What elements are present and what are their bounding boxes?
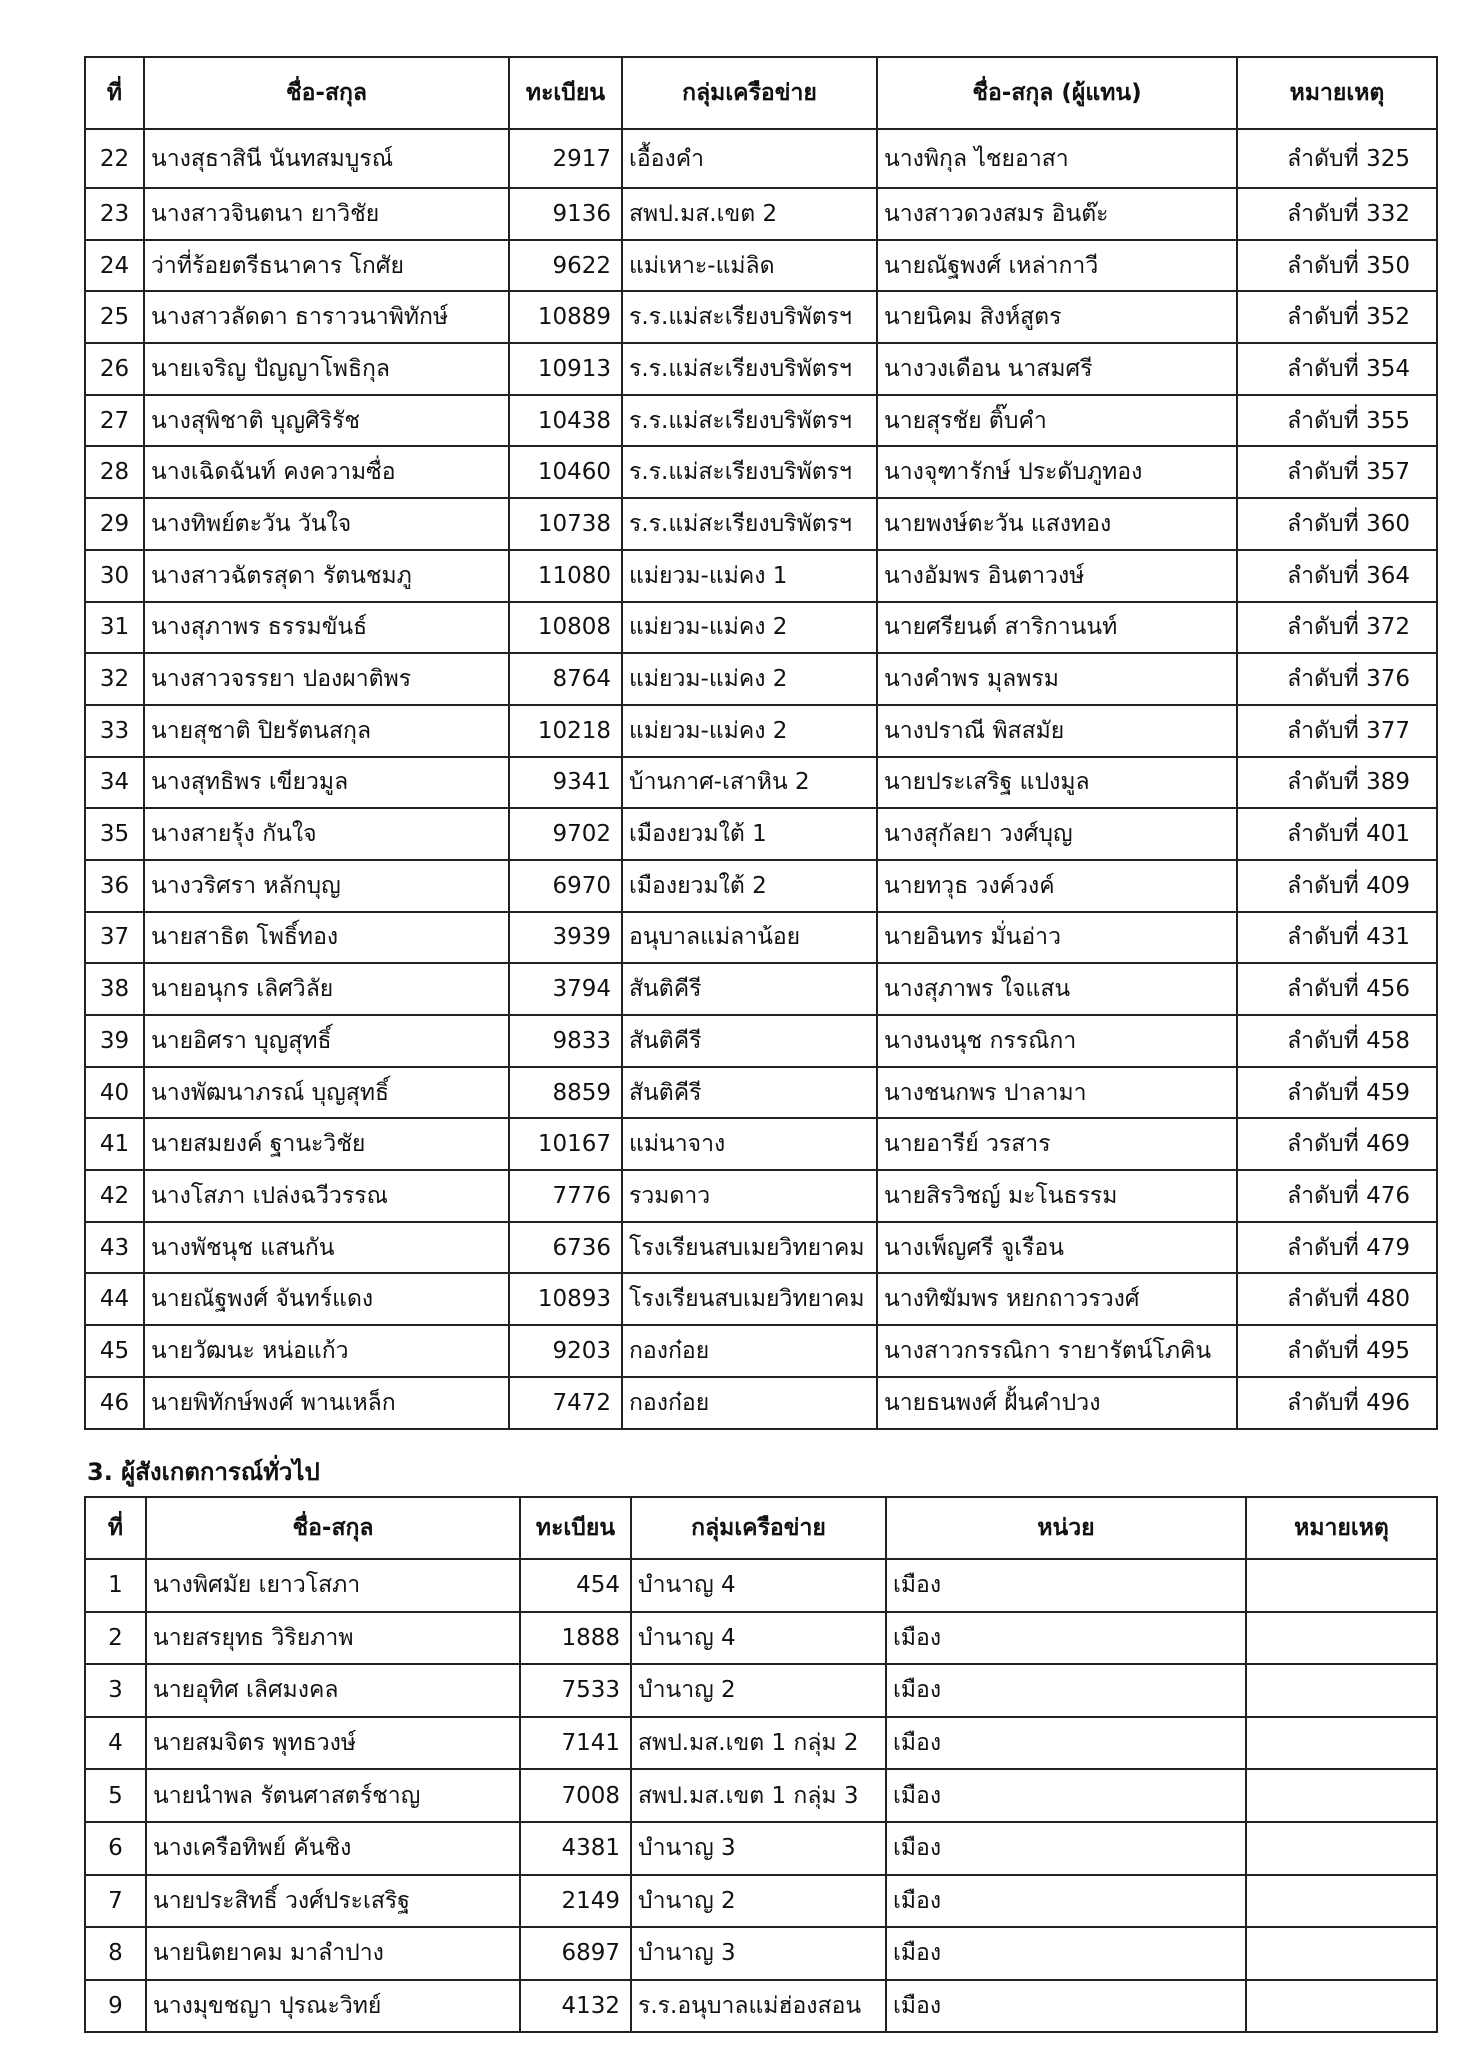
cell-no: 3 bbox=[85, 1664, 146, 1717]
cell-network: เมืองยวมใต้ 1 bbox=[622, 808, 877, 860]
cell-name: นางพัชนุช แสนกัน bbox=[144, 1222, 509, 1274]
cell-representative: นางสาวกรรณิกา รายารัตน์โภคิน bbox=[877, 1325, 1237, 1377]
table-row bbox=[85, 1118, 1437, 1170]
header-name: ชื่อ-สกุล bbox=[146, 1497, 520, 1559]
cell-name: นางสุพิชาติ บุญศิริรัช bbox=[144, 395, 509, 447]
cell-network: สันติคีรี bbox=[622, 1067, 877, 1119]
cell-no: 6 bbox=[85, 1822, 146, 1875]
cell-no: 23 bbox=[85, 188, 144, 240]
cell-name: นายสาธิต โพธิ์ทอง bbox=[144, 912, 509, 964]
cell-registration: 9203 bbox=[509, 1325, 622, 1377]
cell-network: รวมดาว bbox=[622, 1170, 877, 1222]
cell-registration: 10893 bbox=[509, 1273, 622, 1325]
header-unit: หน่วย bbox=[886, 1497, 1246, 1559]
table-row bbox=[85, 129, 1437, 188]
section-3-title: 3. ผู้สังเกตการณ์ทั่วไป bbox=[87, 1458, 320, 1486]
cell-representative: นายสุรชัย ติ๊บคำ bbox=[877, 395, 1237, 447]
cell-name: นายนิตยาคม มาลำปาง bbox=[146, 1927, 520, 1980]
table-row bbox=[85, 1067, 1437, 1119]
cell-registration: 10438 bbox=[509, 395, 622, 447]
cell-registration: 6736 bbox=[509, 1222, 622, 1274]
cell-name: นางเฉิดฉันท์ คงความซื่อ bbox=[144, 446, 509, 498]
cell-representative: นางสุภาพร ใจแสน bbox=[877, 963, 1237, 1015]
cell-representative: นางจุฑารักษ์ ประดับภูทอง bbox=[877, 446, 1237, 498]
header-representative: ชื่อ-สกุล (ผู้แทน) bbox=[877, 57, 1237, 129]
cell-remark bbox=[1246, 1559, 1437, 1612]
cell-registration: 8764 bbox=[509, 653, 622, 705]
cell-representative: นางนงนุช กรรณิกา bbox=[877, 1015, 1237, 1067]
cell-name: นายประสิทธิ์ วงศ์ประเสริฐ bbox=[146, 1875, 520, 1928]
cell-name: นางสาวลัดดา ธาราวนาพิทักษ์ bbox=[144, 291, 509, 343]
table-row bbox=[85, 1377, 1437, 1429]
cell-registration: 6897 bbox=[520, 1927, 631, 1980]
cell-registration: 1888 bbox=[520, 1612, 631, 1665]
cell-unit: เมือง bbox=[886, 1664, 1246, 1717]
cell-unit: เมือง bbox=[886, 1717, 1246, 1770]
cell-name: นางทิพย์ตะวัน วันใจ bbox=[144, 498, 509, 550]
cell-name: นายพิทักษ์พงศ์ พานเหล็ก bbox=[144, 1377, 509, 1429]
cell-no: 32 bbox=[85, 653, 144, 705]
table-row bbox=[85, 550, 1437, 602]
cell-name: ว่าที่ร้อยตรีธนาคาร โกศัย bbox=[144, 240, 509, 292]
cell-remark: ลำดับที่ 409 bbox=[1237, 860, 1437, 912]
cell-unit: เมือง bbox=[886, 1822, 1246, 1875]
cell-remark: ลำดับที่ 495 bbox=[1237, 1325, 1437, 1377]
table-row bbox=[85, 498, 1437, 550]
cell-network: บำนาญ 2 bbox=[631, 1664, 886, 1717]
cell-name: นางพิศมัย เยาวโสภา bbox=[146, 1559, 520, 1612]
cell-network: อนุบาลแม่ลาน้อย bbox=[622, 912, 877, 964]
cell-network: แม่ยวม-แม่คง 2 bbox=[622, 705, 877, 757]
cell-name: นายเจริญ ปัญญาโพธิกุล bbox=[144, 343, 509, 395]
cell-representative: นายธนพงศ์ ฝั้นคำปวง bbox=[877, 1377, 1237, 1429]
cell-representative: นายนิคม สิงห์สูตร bbox=[877, 291, 1237, 343]
cell-network: ร.ร.แม่สะเรียงบริพัตรฯ bbox=[622, 395, 877, 447]
cell-registration: 10738 bbox=[509, 498, 622, 550]
header-registration: ทะเบียน bbox=[520, 1497, 631, 1559]
cell-no: 42 bbox=[85, 1170, 144, 1222]
cell-no: 41 bbox=[85, 1118, 144, 1170]
cell-remark: ลำดับที่ 431 bbox=[1237, 912, 1437, 964]
table-row bbox=[85, 602, 1437, 654]
cell-name: นางสุทธิพร เขียวมูล bbox=[144, 757, 509, 809]
table-row bbox=[85, 808, 1437, 860]
cell-name: นายอุทิศ เลิศมงคล bbox=[146, 1664, 520, 1717]
cell-registration: 4381 bbox=[520, 1822, 631, 1875]
cell-remark: ลำดับที่ 496 bbox=[1237, 1377, 1437, 1429]
cell-name: นายสรยุทธ วิริยภาพ bbox=[146, 1612, 520, 1665]
cell-remark: ลำดับที่ 354 bbox=[1237, 343, 1437, 395]
cell-network: ร.ร.แม่สะเรียงบริพัตรฯ bbox=[622, 291, 877, 343]
cell-network: เมืองยวมใต้ 2 bbox=[622, 860, 877, 912]
cell-name: นายวัฒนะ หน่อแก้ว bbox=[144, 1325, 509, 1377]
cell-remark: ลำดับที่ 357 bbox=[1237, 446, 1437, 498]
cell-network: สพป.มส.เขต 1 กลุ่ม 2 bbox=[631, 1717, 886, 1770]
cell-registration: 11080 bbox=[509, 550, 622, 602]
cell-name: นางสุภาพร ธรรมขันธ์ bbox=[144, 602, 509, 654]
table-header-row bbox=[85, 57, 1437, 129]
cell-representative: นายพงษ์ตะวัน แสงทอง bbox=[877, 498, 1237, 550]
cell-unit: เมือง bbox=[886, 1875, 1246, 1928]
cell-representative: นางปราณี พิสสมัย bbox=[877, 705, 1237, 757]
cell-no: 26 bbox=[85, 343, 144, 395]
cell-network: ร.ร.อนุบาลแม่ฮ่องสอน bbox=[631, 1980, 886, 2033]
cell-representative: นายอินทร มั่นอ่าว bbox=[877, 912, 1237, 964]
cell-network: สพป.มส.เขต 1 กลุ่ม 3 bbox=[631, 1769, 886, 1822]
cell-network: บำนาญ 4 bbox=[631, 1559, 886, 1612]
cell-name: นางสายรุ้ง กันใจ bbox=[144, 808, 509, 860]
cell-name: นางโสภา เปล่งฉวีวรรณ bbox=[144, 1170, 509, 1222]
cell-unit: เมือง bbox=[886, 1612, 1246, 1665]
cell-network: แม่ยวม-แม่คง 1 bbox=[622, 550, 877, 602]
cell-network: ร.ร.แม่สะเรียงบริพัตรฯ bbox=[622, 446, 877, 498]
observers-table bbox=[84, 1496, 1438, 2033]
cell-name: นางพัฒนาภรณ์ บุญสุทธิ์ bbox=[144, 1067, 509, 1119]
cell-no: 44 bbox=[85, 1273, 144, 1325]
cell-network: แม่ยวม-แม่คง 2 bbox=[622, 602, 877, 654]
cell-representative: นายศรียนต์ สาริกานนท์ bbox=[877, 602, 1237, 654]
cell-registration: 2149 bbox=[520, 1875, 631, 1928]
cell-representative: นายณัฐพงศ์ เหล่ากาวี bbox=[877, 240, 1237, 292]
cell-no: 30 bbox=[85, 550, 144, 602]
table-row bbox=[85, 1015, 1437, 1067]
cell-representative: นายประเสริฐ แปงมูล bbox=[877, 757, 1237, 809]
cell-registration: 7776 bbox=[509, 1170, 622, 1222]
cell-name: นายสมยงค์ ฐานะวิชัย bbox=[144, 1118, 509, 1170]
cell-network: กองก๋อย bbox=[622, 1325, 877, 1377]
cell-network: บ้านกาศ-เสาหิน 2 bbox=[622, 757, 877, 809]
cell-remark: ลำดับที่ 458 bbox=[1237, 1015, 1437, 1067]
cell-network: บำนาญ 4 bbox=[631, 1612, 886, 1665]
cell-name: นายอิศรา บุญสุทธิ์ bbox=[144, 1015, 509, 1067]
cell-name: นางสุธาสินี นันทสมบูรณ์ bbox=[144, 129, 509, 188]
cell-representative: นางคำพร มุลพรม bbox=[877, 653, 1237, 705]
cell-remark: ลำดับที่ 480 bbox=[1237, 1273, 1437, 1325]
cell-network: เอื้องคำ bbox=[622, 129, 877, 188]
cell-name: นายสมจิตร พุทธวงษ์ bbox=[146, 1717, 520, 1770]
cell-network: สพป.มส.เขต 2 bbox=[622, 188, 877, 240]
cell-no: 2 bbox=[85, 1612, 146, 1665]
cell-registration: 3939 bbox=[509, 912, 622, 964]
cell-no: 24 bbox=[85, 240, 144, 292]
cell-network: สันติคีรี bbox=[622, 1015, 877, 1067]
cell-remark: ลำดับที่ 372 bbox=[1237, 602, 1437, 654]
cell-no: 1 bbox=[85, 1559, 146, 1612]
cell-registration: 3794 bbox=[509, 963, 622, 1015]
cell-registration: 10808 bbox=[509, 602, 622, 654]
header-remark: หมายเหตุ bbox=[1237, 57, 1437, 129]
cell-name: นางสาวจินตนา ยาวิชัย bbox=[144, 188, 509, 240]
table-row bbox=[85, 1875, 1437, 1928]
header-network: กลุ่มเครือข่าย bbox=[622, 57, 877, 129]
cell-representative: นางพิกุล ไชยอาสา bbox=[877, 129, 1237, 188]
cell-remark: ลำดับที่ 332 bbox=[1237, 188, 1437, 240]
cell-no: 5 bbox=[85, 1769, 146, 1822]
representatives-table bbox=[84, 56, 1438, 1430]
header-no: ที่ bbox=[85, 57, 144, 129]
cell-representative: นางชนกพร ปาลามา bbox=[877, 1067, 1237, 1119]
cell-registration: 454 bbox=[520, 1559, 631, 1612]
cell-no: 22 bbox=[85, 129, 144, 188]
cell-registration: 7472 bbox=[509, 1377, 622, 1429]
cell-representative: นางเพ็ญศรี จูเรือน bbox=[877, 1222, 1237, 1274]
cell-no: 4 bbox=[85, 1717, 146, 1770]
table-row bbox=[85, 240, 1437, 292]
cell-unit: เมือง bbox=[886, 1559, 1246, 1612]
cell-remark bbox=[1246, 1664, 1437, 1717]
cell-representative: นายสิรวิชญ์ มะโนธรรม bbox=[877, 1170, 1237, 1222]
cell-representative: นายอารีย์ วรสาร bbox=[877, 1118, 1237, 1170]
header-no: ที่ bbox=[85, 1497, 146, 1559]
cell-remark bbox=[1246, 1875, 1437, 1928]
cell-no: 40 bbox=[85, 1067, 144, 1119]
cell-unit: เมือง bbox=[886, 1769, 1246, 1822]
header-network: กลุ่มเครือข่าย bbox=[631, 1497, 886, 1559]
cell-registration: 9833 bbox=[509, 1015, 622, 1067]
cell-registration: 10460 bbox=[509, 446, 622, 498]
table-row bbox=[85, 1170, 1437, 1222]
table-header-row bbox=[85, 1497, 1437, 1559]
cell-network: กองก๋อย bbox=[622, 1377, 877, 1429]
cell-network: แม่ยวม-แม่คง 2 bbox=[622, 653, 877, 705]
table-row bbox=[85, 291, 1437, 343]
cell-network: บำนาญ 3 bbox=[631, 1927, 886, 1980]
cell-network: แม่นาจาง bbox=[622, 1118, 877, 1170]
header-name: ชื่อ-สกุล bbox=[144, 57, 509, 129]
cell-remark: ลำดับที่ 355 bbox=[1237, 395, 1437, 447]
table-row bbox=[85, 1769, 1437, 1822]
cell-network: บำนาญ 2 bbox=[631, 1875, 886, 1928]
cell-remark: ลำดับที่ 456 bbox=[1237, 963, 1437, 1015]
cell-no: 25 bbox=[85, 291, 144, 343]
cell-remark: ลำดับที่ 459 bbox=[1237, 1067, 1437, 1119]
cell-registration: 2917 bbox=[509, 129, 622, 188]
cell-remark: ลำดับที่ 376 bbox=[1237, 653, 1437, 705]
cell-no: 45 bbox=[85, 1325, 144, 1377]
cell-no: 29 bbox=[85, 498, 144, 550]
cell-remark: ลำดับที่ 350 bbox=[1237, 240, 1437, 292]
table-row bbox=[85, 446, 1437, 498]
cell-registration: 6970 bbox=[509, 860, 622, 912]
cell-network: บำนาญ 3 bbox=[631, 1822, 886, 1875]
cell-network: สันติคีรี bbox=[622, 963, 877, 1015]
table-row bbox=[85, 653, 1437, 705]
cell-no: 8 bbox=[85, 1927, 146, 1980]
cell-no: 39 bbox=[85, 1015, 144, 1067]
cell-no: 28 bbox=[85, 446, 144, 498]
cell-name: นางเครือทิพย์ คันชิง bbox=[146, 1822, 520, 1875]
cell-registration: 10889 bbox=[509, 291, 622, 343]
cell-registration: 9702 bbox=[509, 808, 622, 860]
cell-remark bbox=[1246, 1822, 1437, 1875]
cell-no: 7 bbox=[85, 1875, 146, 1928]
table-row bbox=[85, 1559, 1437, 1612]
table-row bbox=[85, 343, 1437, 395]
cell-registration: 7533 bbox=[520, 1664, 631, 1717]
table-row bbox=[85, 1612, 1437, 1665]
table-row bbox=[85, 860, 1437, 912]
cell-no: 33 bbox=[85, 705, 144, 757]
cell-unit: เมือง bbox=[886, 1980, 1246, 2033]
cell-representative: นางสุกัลยา วงศ์บุญ bbox=[877, 808, 1237, 860]
table-row bbox=[85, 1717, 1437, 1770]
header-remark: หมายเหตุ bbox=[1246, 1497, 1437, 1559]
cell-remark bbox=[1246, 1612, 1437, 1665]
cell-registration: 10913 bbox=[509, 343, 622, 395]
cell-remark: ลำดับที่ 352 bbox=[1237, 291, 1437, 343]
cell-registration: 10167 bbox=[509, 1118, 622, 1170]
table-row bbox=[85, 1273, 1437, 1325]
table-row bbox=[85, 963, 1437, 1015]
cell-no: 46 bbox=[85, 1377, 144, 1429]
cell-remark: ลำดับที่ 401 bbox=[1237, 808, 1437, 860]
cell-remark: ลำดับที่ 389 bbox=[1237, 757, 1437, 809]
cell-name: นายณัฐพงศ์ จันทร์แดง bbox=[144, 1273, 509, 1325]
cell-unit: เมือง bbox=[886, 1927, 1246, 1980]
cell-registration: 9136 bbox=[509, 188, 622, 240]
cell-no: 37 bbox=[85, 912, 144, 964]
cell-network: ร.ร.แม่สะเรียงบริพัตรฯ bbox=[622, 343, 877, 395]
table-row bbox=[85, 1325, 1437, 1377]
cell-network: แม่เหาะ-แม่ลิด bbox=[622, 240, 877, 292]
cell-remark: ลำดับที่ 479 bbox=[1237, 1222, 1437, 1274]
table-row bbox=[85, 395, 1437, 447]
representatives-table-body bbox=[85, 129, 1437, 1429]
cell-name: นายสุชาติ ปิยรัตนสกุล bbox=[144, 705, 509, 757]
cell-registration: 9622 bbox=[509, 240, 622, 292]
cell-representative: นางวงเดือน นาสมศรี bbox=[877, 343, 1237, 395]
cell-representative: นายทวุธ วงค์วงค์ bbox=[877, 860, 1237, 912]
table-row bbox=[85, 1822, 1437, 1875]
cell-network: โรงเรียนสบเมยวิทยาคม bbox=[622, 1222, 877, 1274]
cell-name: นางสาวจรรยา ปองผาติพร bbox=[144, 653, 509, 705]
cell-remark: ลำดับที่ 377 bbox=[1237, 705, 1437, 757]
cell-remark bbox=[1246, 1769, 1437, 1822]
cell-no: 36 bbox=[85, 860, 144, 912]
cell-registration: 7008 bbox=[520, 1769, 631, 1822]
cell-registration: 4132 bbox=[520, 1980, 631, 2033]
cell-no: 34 bbox=[85, 757, 144, 809]
cell-no: 43 bbox=[85, 1222, 144, 1274]
table-row bbox=[85, 1927, 1437, 1980]
cell-no: 9 bbox=[85, 1980, 146, 2033]
cell-name: นายอนุกร เลิศวิลัย bbox=[144, 963, 509, 1015]
cell-name: นางวริศรา หลักบุญ bbox=[144, 860, 509, 912]
header-registration: ทะเบียน bbox=[509, 57, 622, 129]
cell-representative: นางอัมพร อินตาวงษ์ bbox=[877, 550, 1237, 602]
cell-network: ร.ร.แม่สะเรียงบริพัตรฯ bbox=[622, 498, 877, 550]
cell-remark: ลำดับที่ 325 bbox=[1237, 129, 1437, 188]
cell-registration: 7141 bbox=[520, 1717, 631, 1770]
cell-name: นายนำพล รัตนศาสตร์ชาญ bbox=[146, 1769, 520, 1822]
cell-name: นางสาวฉัตรสุดา รัตนชมภู bbox=[144, 550, 509, 602]
cell-no: 27 bbox=[85, 395, 144, 447]
cell-registration: 8859 bbox=[509, 1067, 622, 1119]
cell-network: โรงเรียนสบเมยวิทยาคม bbox=[622, 1273, 877, 1325]
cell-registration: 10218 bbox=[509, 705, 622, 757]
table-row bbox=[85, 188, 1437, 240]
cell-registration: 9341 bbox=[509, 757, 622, 809]
table-row bbox=[85, 1222, 1437, 1274]
cell-no: 31 bbox=[85, 602, 144, 654]
observers-table-body bbox=[85, 1559, 1437, 2032]
cell-no: 38 bbox=[85, 963, 144, 1015]
cell-representative: นางทิฆัมพร หยกถาวรวงศ์ bbox=[877, 1273, 1237, 1325]
cell-remark: ลำดับที่ 360 bbox=[1237, 498, 1437, 550]
cell-remark: ลำดับที่ 469 bbox=[1237, 1118, 1437, 1170]
table-row bbox=[85, 705, 1437, 757]
cell-name: นางมุขชญา ปุรณะวิทย์ bbox=[146, 1980, 520, 2033]
cell-no: 35 bbox=[85, 808, 144, 860]
cell-remark bbox=[1246, 1717, 1437, 1770]
cell-remark: ลำดับที่ 476 bbox=[1237, 1170, 1437, 1222]
table-row bbox=[85, 1980, 1437, 2033]
table-row bbox=[85, 1664, 1437, 1717]
cell-remark bbox=[1246, 1927, 1437, 1980]
cell-remark: ลำดับที่ 364 bbox=[1237, 550, 1437, 602]
table-row bbox=[85, 757, 1437, 809]
cell-representative: นางสาวดวงสมร อินต๊ะ bbox=[877, 188, 1237, 240]
table-row bbox=[85, 912, 1437, 964]
cell-remark bbox=[1246, 1980, 1437, 2033]
